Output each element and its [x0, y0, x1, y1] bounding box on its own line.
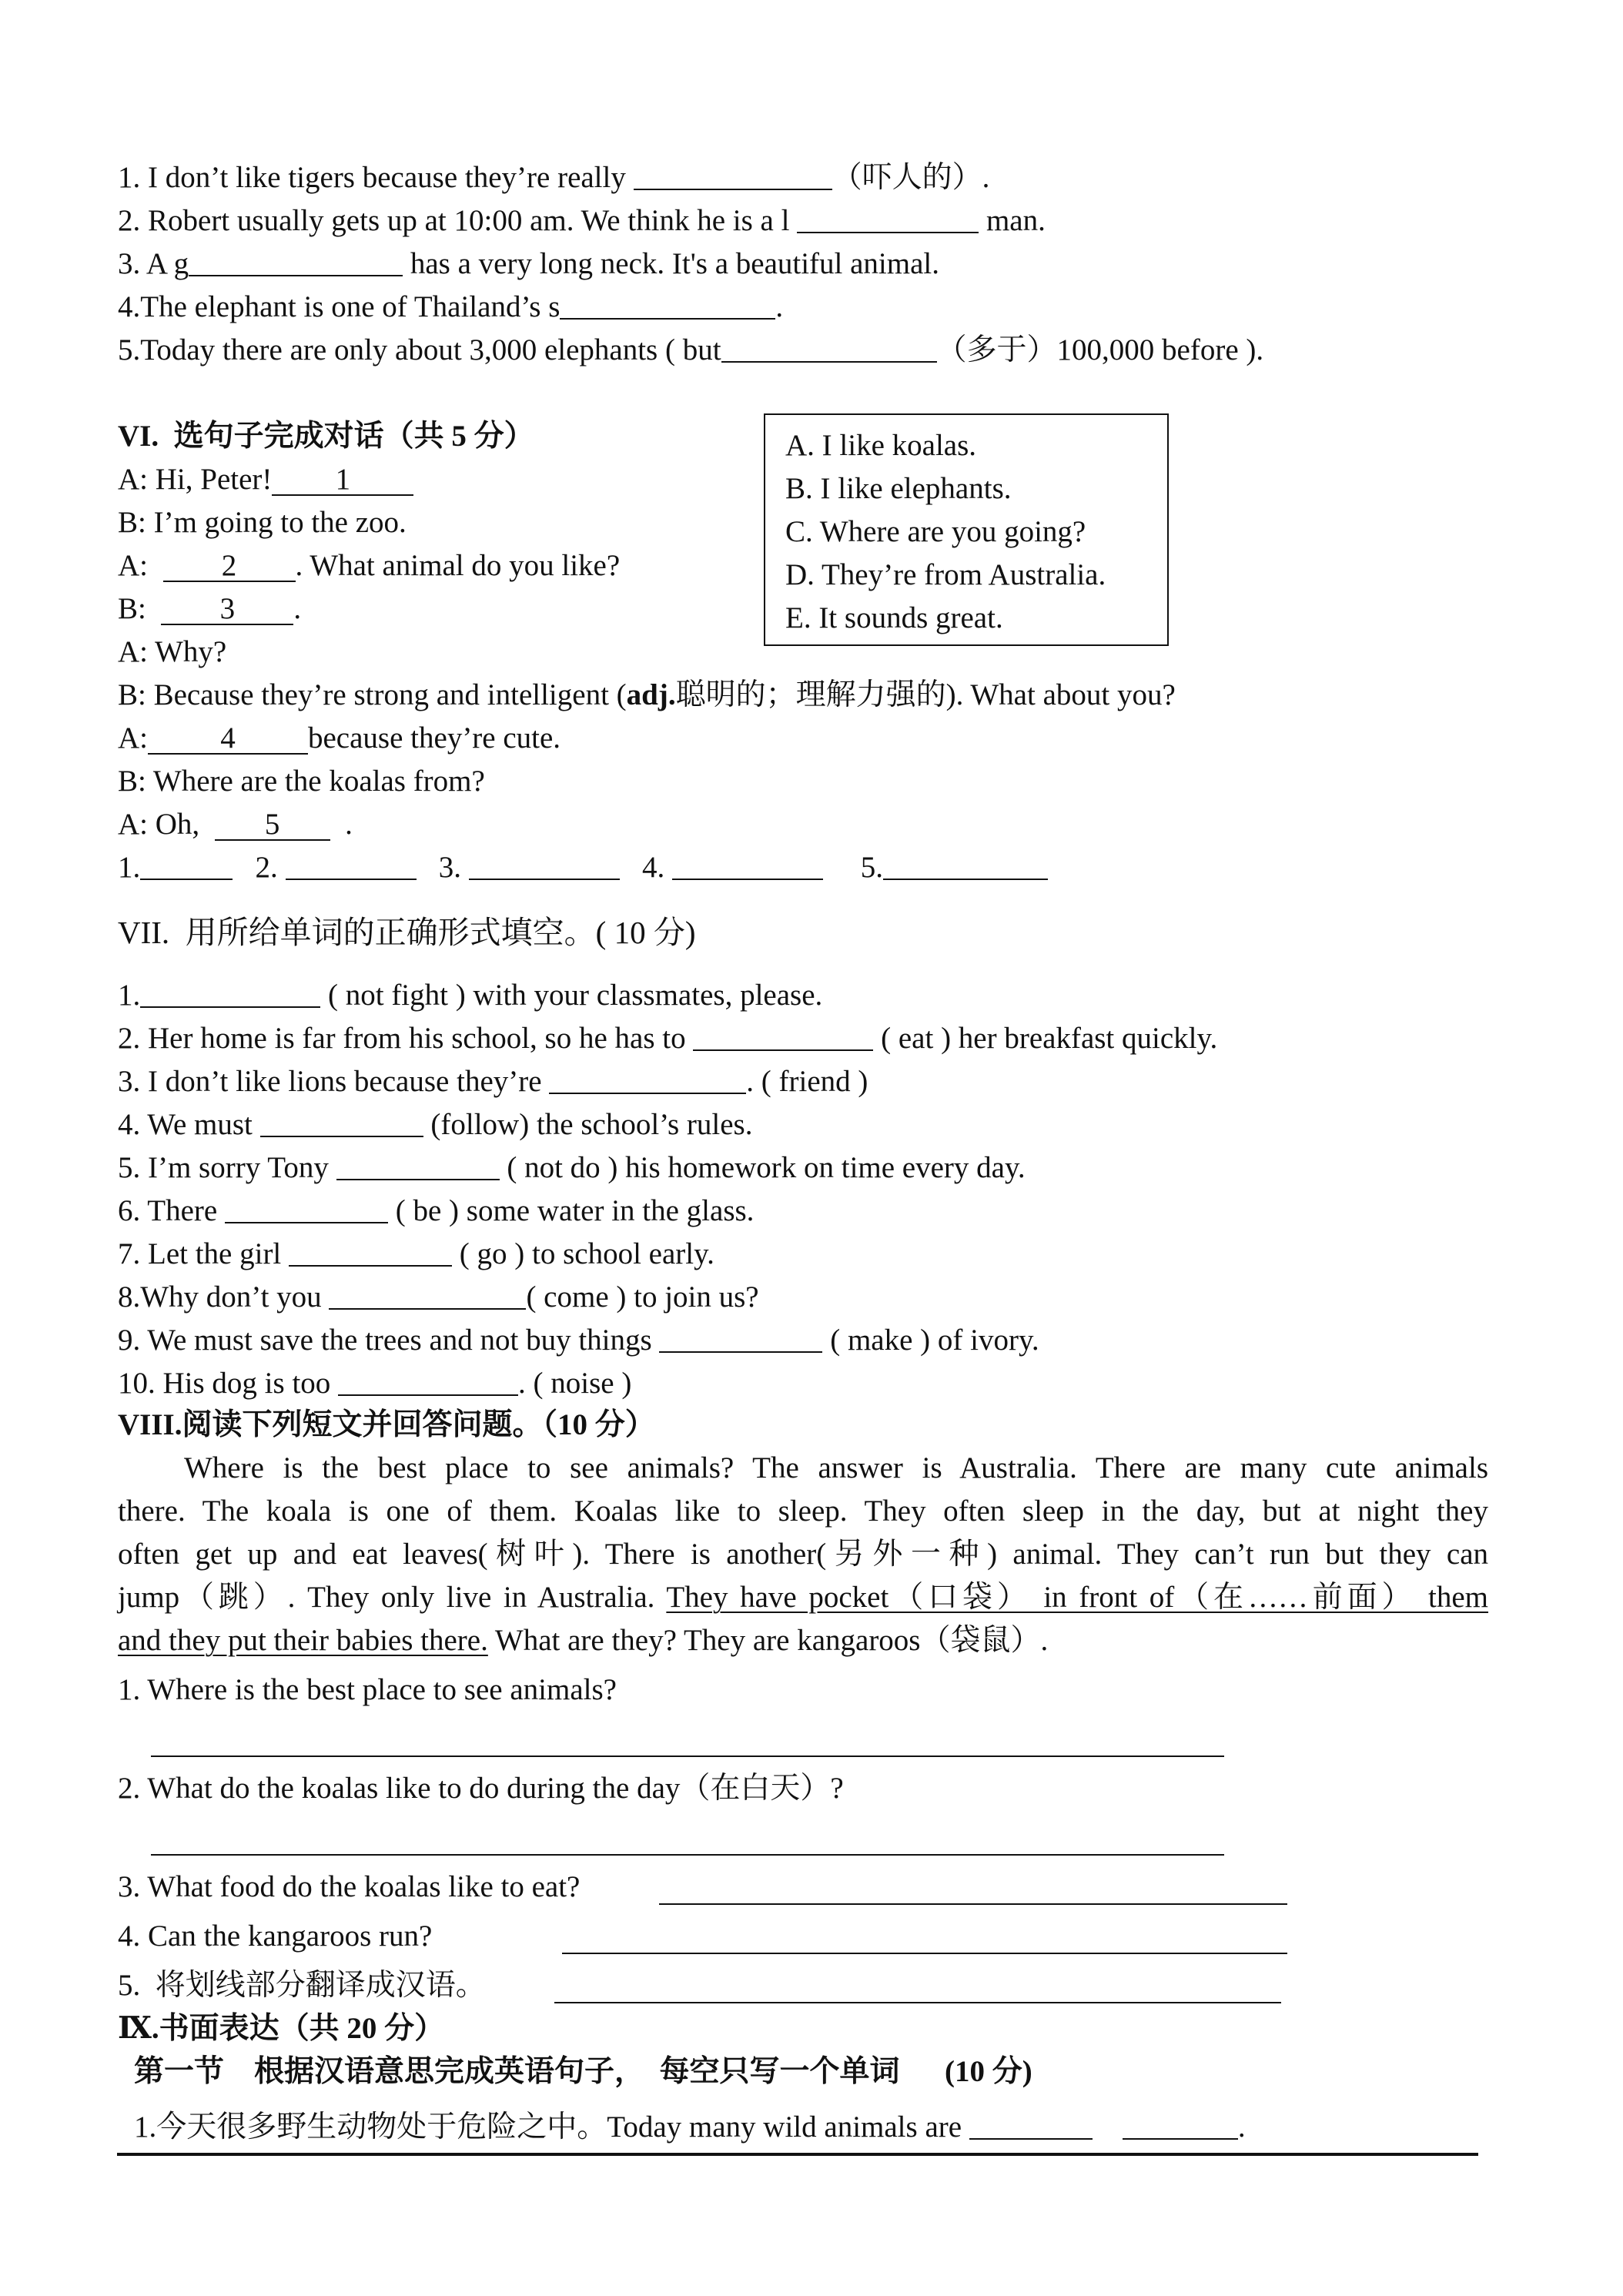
answer-blank[interactable]: [1123, 2110, 1238, 2140]
fill-item-4: 4. We must (follow) the school’s rules.: [118, 1108, 753, 1141]
answer-line[interactable]: [659, 1903, 1287, 1905]
fill-item-8: 8.Why don’t you ( come ) to join us?: [118, 1280, 759, 1314]
answer-blank[interactable]: [883, 851, 1048, 880]
fill-item-3: 3. I don’t like lions because they’re . ( friend ): [118, 1065, 868, 1098]
section-heading: VI. 选句子完成对话（共 5 分）: [118, 420, 534, 453]
dialogue-line: B: Because they’re strong and intelligent (adj.聪明的；理解力强的). What about you?: [118, 678, 1176, 711]
underlined-phrase: and they put their babies there.: [118, 1624, 488, 1657]
answer-blank[interactable]: [286, 851, 417, 880]
underlined-phrase: They have pocket（口袋） in front of（在……前面） them: [666, 1581, 1489, 1614]
option-c: C. Where are you going?: [785, 515, 1086, 548]
answer-blank[interactable]: [140, 851, 233, 880]
answer-blank[interactable]: [469, 851, 620, 880]
reading-question-1: 1. Where is the best place to see animals?: [118, 1673, 617, 1706]
section-heading: Ⅸ.书面表达（共 20 分）: [118, 2012, 445, 2045]
fill-item-7: 7. Let the girl ( go ) to school early.: [118, 1237, 714, 1270]
dialogue-line: B: Where are the koalas from?: [118, 765, 485, 798]
fill-item-5: 5.Today there are only about 3,000 elephants ( but （多于）100,000 before ).: [118, 333, 1264, 366]
answer-blank[interactable]: [797, 204, 979, 233]
answer-row: 1. 2. 3. 4. 5.: [118, 849, 1048, 886]
fill-item-1: 1. ( not fight ) with your classmates, please.: [118, 979, 823, 1012]
dialogue-line: B: 3 .: [118, 592, 302, 625]
answer-blank[interactable]: [329, 1280, 526, 1310]
answer-blank[interactable]: [560, 290, 775, 320]
answer-line[interactable]: [554, 2002, 1281, 2003]
answer-blank[interactable]: [189, 247, 403, 276]
answer-line[interactable]: [151, 1854, 1224, 1856]
answer-blank[interactable]: [634, 161, 832, 190]
subsection-heading: 第一节 根据汉语意思完成英语句子， 每空只写一个单词 (10 分): [134, 2055, 1032, 2088]
fill-item-6: 6. There ( be ) some water in the glass.: [118, 1194, 755, 1227]
section-heading: VIII.阅读下列短文并回答问题。（10 分）: [118, 1408, 655, 1441]
dialogue-blank[interactable]: 2: [163, 551, 296, 582]
option-d: D. They’re from Australia.: [785, 558, 1106, 591]
answer-line[interactable]: [562, 1953, 1287, 1954]
fill-item-3: 3. A g has a very long neck. It's a beautiful animal.: [118, 247, 940, 280]
section-heading: VII. 用所给单词的正确形式填空。( 10 分): [118, 915, 696, 950]
fill-item-4: 4.The elephant is one of Thailand’s s .: [118, 290, 784, 323]
reading-question-2: 2. What do the koalas like to do during the day（在白天）?: [118, 1772, 844, 1805]
dialogue-blank[interactable]: 4: [148, 724, 308, 755]
writing-item-1: 1.今天很多野生动物处于危险之中。Today many wild animals are .: [134, 2110, 1246, 2144]
reading-question-3: 3. What food do the koalas like to eat?: [118, 1870, 581, 1903]
answer-blank[interactable]: [549, 1065, 746, 1094]
answer-blank[interactable]: [969, 2110, 1093, 2140]
dialogue-line: B: I’m going to the zoo.: [118, 506, 407, 539]
fill-item-10: 10. His dog is too . ( noise ): [118, 1367, 632, 1400]
option-e: E. It sounds great.: [785, 601, 1003, 634]
answer-blank[interactable]: [225, 1194, 388, 1223]
answer-blank[interactable]: [140, 979, 320, 1008]
reading-question-5: 5. 将划线部分翻译成汉语。: [118, 1969, 486, 2002]
fill-item-5: 5. I’m sorry Tony ( not do ) his homework on time every day.: [118, 1151, 1026, 1184]
dialogue-blank[interactable]: 5: [215, 810, 330, 841]
passage-line: often get up and eat leaves(树叶). There is another(另外一种) animal. They can’t run but they can: [118, 1538, 1488, 1571]
dialogue-line: A: Hi, Peter! 1: [118, 461, 413, 498]
option-b: B. I like elephants.: [785, 472, 1012, 505]
passage-line: there. The koala is one of them. Koalas like to sleep. They often sleep in the day, but at night they: [118, 1494, 1488, 1528]
dialogue-line: A: 4 because they’re cute.: [118, 721, 561, 755]
dialogue-line: A: Oh, 5 .: [118, 808, 353, 841]
answer-blank[interactable]: [721, 333, 937, 363]
option-a: A. I like koalas.: [785, 429, 977, 462]
answer-blank[interactable]: [659, 1324, 822, 1353]
answer-blank[interactable]: [672, 851, 823, 880]
passage-line: Where is the best place to see animals? The answer is Australia. There are many cute animals: [184, 1451, 1488, 1484]
answer-blank[interactable]: [693, 1022, 873, 1051]
fill-item-1: 1. I don’t like tigers because they’re really （吓人的）.: [118, 161, 990, 194]
answer-blank[interactable]: [260, 1108, 423, 1137]
answer-line[interactable]: [151, 1755, 1224, 1757]
passage-line: and they put their babies there. What are they? They are kangaroos（袋鼠）.: [118, 1624, 1049, 1657]
answer-blank[interactable]: [289, 1237, 452, 1267]
dialogue-line: A: 2 . What animal do you like?: [118, 549, 621, 582]
answer-blank[interactable]: [336, 1151, 500, 1180]
dialogue-line: A: Why?: [118, 635, 227, 668]
dialogue-blank[interactable]: 1: [272, 465, 413, 496]
dialogue-blank[interactable]: 3: [161, 594, 293, 625]
answer-blank[interactable]: [338, 1367, 518, 1396]
fill-item-2: 2. Her home is far from his school, so he has to ( eat ) her breakfast quickly.: [118, 1022, 1218, 1055]
options-box: [764, 413, 1169, 646]
fill-item-2: 2. Robert usually gets up at 10:00 am. We think he is a l man.: [118, 204, 1046, 237]
page-bottom-rule: [117, 2153, 1478, 2156]
fill-item-9: 9. We must save the trees and not buy things ( make ) of ivory.: [118, 1324, 1039, 1357]
passage-line: jump（跳）. They only live in Australia. They have pocket（口袋） in front of（在……前面） them: [118, 1581, 1489, 1614]
reading-question-4: 4. Can the kangaroos run?: [118, 1919, 433, 1953]
